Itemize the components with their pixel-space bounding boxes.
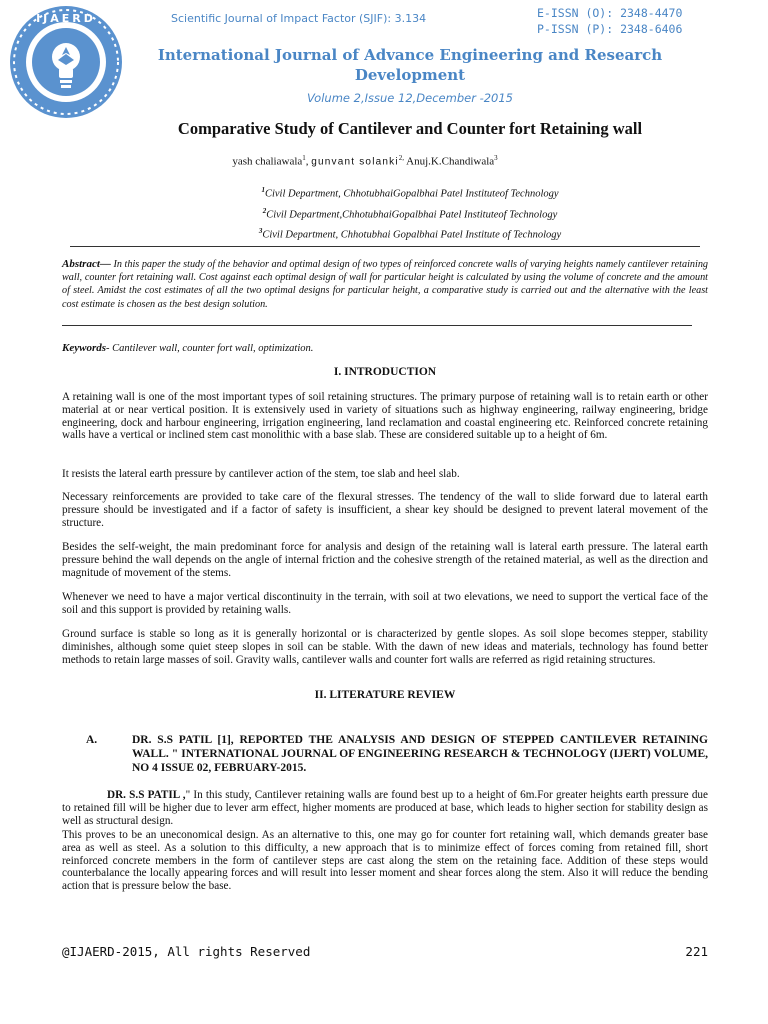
affiliation: $^3$Civil Department, Chhotubhai Gopalbhai Patel Institute of Technology bbox=[258, 227, 562, 241]
paper-title: Comparative Study of Cantilever and Counter fort Retaining wall bbox=[177, 119, 643, 138]
eissn: E-ISSN (O): 2348-4470 bbox=[537, 6, 683, 20]
paragraph: It resists the lateral earth pressure by cantilever action of the stem, toe slab and heel slab. bbox=[62, 468, 460, 480]
paragraph: Whenever we need to have a major vertical discontinuity in the terrain, with soil at two elevations, we need to support the vertical face of the soil and this support is provided by retaining walls. bbox=[62, 591, 708, 616]
volume-issue: Volume 2,Issue 12,December -2015 bbox=[306, 91, 513, 105]
subsection-heading-a bbox=[62, 733, 708, 775]
affiliation: $^1$Civil Department, ChhotubhaiGopalbhai Patel Instituteof Technology bbox=[261, 186, 559, 200]
paragraph: DR. S.S PATIL ," In this study, Cantilever retaining walls are found best up to a height of 6m.For greater heights earth pressure due to retained fill will be higher due to lever arm effect, higher moments are produced at base, which leads to higher section for stability design as well as structural design. bbox=[62, 789, 708, 827]
bold-lead: DR. S.S PATIL , bbox=[107, 789, 186, 801]
logo-text: IJAERD bbox=[36, 12, 96, 25]
subsection-text: DR. S.S PATIL [1], REPORTED THE ANALYSIS AND DESIGN OF STEPPED CANTILEVER RETAINING WALL. " INTERNATIONAL JOURNAL OF ENGINEERING RESEARCH & TECHNOLOGY (IJERT) VOLUME, NO 4 ISSUE 02, FEBRUARY-2015. bbox=[132, 734, 708, 774]
paragraph: A retaining wall is one of the most important types of soil retaining structures. The primary purpose of retaining wall is to retain earth or other material at or near vertical position. It is extensively used in variety of situations such as highway engineering, railway engineering, bridge engineering, dock and harbour engineering, irrigation engineering, land reclamation and coastal engineering etc. Reinforced concrete retaining walls have a vertical or inclined stem cast monolithic with a base slab. These are considered suitable up to a height of 6m. bbox=[62, 391, 708, 442]
paragraph: Necessary reinforcements are provided to take care of the flexural stresses. The tendency of the wall to slide forward due to lateral earth pressure should be investigated and if a factor of safety is insufficient, a shear key should be designed to prevent lateral movement of the structure. bbox=[62, 491, 708, 529]
author-name: yash chaliawala bbox=[232, 155, 303, 168]
author-sup: 2, bbox=[398, 154, 405, 162]
page-number: 221 bbox=[685, 944, 708, 959]
affiliation: $^2$Civil Department,ChhotubhaiGopalbhai Patel Instituteof Technology bbox=[262, 206, 558, 220]
paragraph: Besides the self-weight, the main predominant force for analysis and design of the retaining wall is lateral earth pressure. The lateral earth pressure behind the wall depends on the angle of internal friction and the cohesive strength of the retained material, as well as the direction and magnitude of movement of the stems. bbox=[62, 541, 708, 579]
issn-block bbox=[537, 5, 682, 37]
paragraph: Ground surface is stable so long as it is generally horizontal or is characterized by gentle slopes. As soil slope becomes stepper, stability diminishes, although some quiet steep slopes in soil can be stable. With the dawn of new ideas and materials, technology has found better methods to retain large masses of soil. Gravity walls, cantilever walls and counter fort walls are referred as rigid retaining structures. bbox=[62, 628, 708, 666]
abstract-text: In this paper the study of the behavior and optimal design of two types of reinforced concrete walls of varying heights namely cantilever retaining wall, counter fort retaining wall. Cost against each optimal design of wall for particular height is calculated by using the volume of concrete and the amount of steel. Amidst the cost estimates of all the two optimal designs for particular height, a comparative study is carried out and the alternative with the least cost estimate is chosen as the best design solution. bbox=[62, 259, 709, 310]
author-name: Anuj.K.Chandiwala bbox=[406, 155, 495, 168]
abstract-label: Abstract— bbox=[62, 258, 111, 270]
divider-top bbox=[70, 246, 700, 247]
author-list: yash chaliawala$^1$, gunvant solanki$^{2,}$ Anuj.K.Chandiwala$^3$ bbox=[232, 154, 498, 168]
journal-logo bbox=[6, 2, 126, 122]
journal-title: International Journal of Advance Engineering and Research Development bbox=[157, 46, 663, 84]
paragraph: This proves to be an uneconomical design. As an alternative to this, one may go for counter fort retaining wall, which demands greater base area as well as steel. As a solution to this difficulty, a new approach that is to minimize effect of forces coming from retained fill, short reinforced concrete members in the form of cantilever steps are cast along the stem on the retaining face. Addition of these steps would counterbalance the locally appearing forces and will result into lesser moment and shear forces along the stem. Also it will reduce the bending action that is pressure below the base. bbox=[62, 829, 708, 893]
pissn: P-ISSN (P): 2348-6406 bbox=[537, 22, 683, 36]
author-name: gunvant solanki bbox=[311, 156, 399, 168]
keywords bbox=[62, 342, 708, 354]
divider-bottom bbox=[62, 325, 692, 326]
subsection-label: A. bbox=[86, 734, 98, 746]
author-sup: 1 bbox=[302, 154, 306, 162]
abstract bbox=[62, 258, 708, 311]
keywords-text: - Cantilever wall, counter fort wall, optimization. bbox=[106, 343, 314, 354]
impact-factor: Scientific Journal of Impact Factor (SJIF): 3.134 bbox=[171, 12, 427, 25]
footer-copyright: @IJAERD-2015, All rights Reserved bbox=[62, 944, 311, 959]
author-sup: 3 bbox=[494, 154, 498, 162]
section-heading-literature-review: II. LITERATURE REVIEW bbox=[314, 689, 456, 701]
keywords-label: Keywords bbox=[62, 342, 106, 354]
affiliations bbox=[60, 182, 760, 244]
section-heading-introduction: I. INTRODUCTION bbox=[333, 366, 437, 378]
